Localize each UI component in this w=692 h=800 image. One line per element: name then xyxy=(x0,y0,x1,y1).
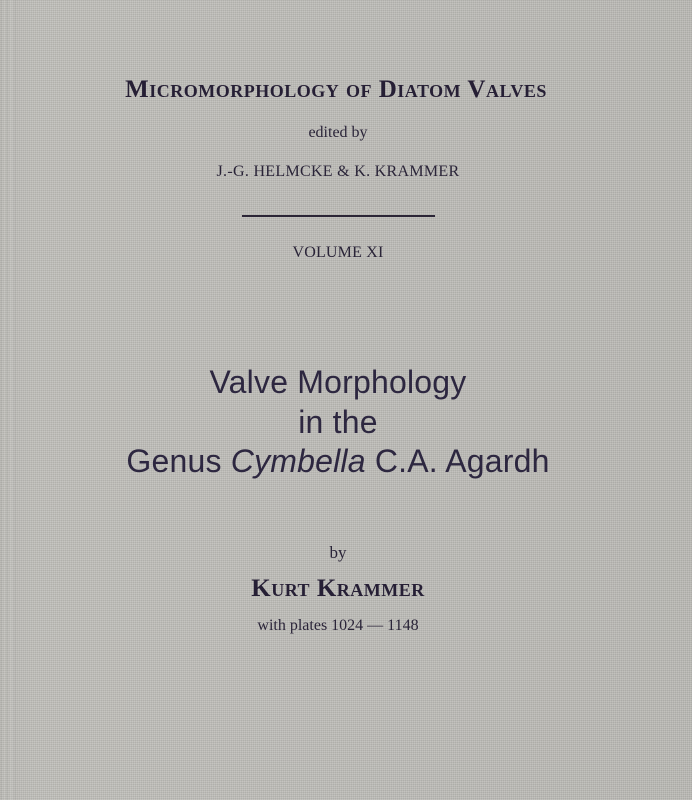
book-title-line-2: in the xyxy=(298,404,378,440)
edited-by-label: edited by xyxy=(308,124,368,141)
book-title-line-3 xyxy=(0,443,676,480)
plates-note: with plates 1024 — 1148 xyxy=(257,617,419,634)
editors: J.-G. HELMCKE & K. KRAMMER xyxy=(216,163,460,180)
book-title-line-1: Valve Morphology xyxy=(209,364,467,400)
series-title: Micromorphology of Diatom Valves xyxy=(125,76,547,103)
title-authority: C.A. Agardh xyxy=(374,443,550,479)
by-label: by xyxy=(329,543,347,562)
divider-rule xyxy=(242,215,435,217)
title-genus-name: Cymbella xyxy=(230,443,366,479)
volume-label: VOLUME XI xyxy=(292,244,384,261)
title-genus-word: Genus xyxy=(126,443,222,479)
author-name: Kurt Krammer xyxy=(251,575,425,602)
